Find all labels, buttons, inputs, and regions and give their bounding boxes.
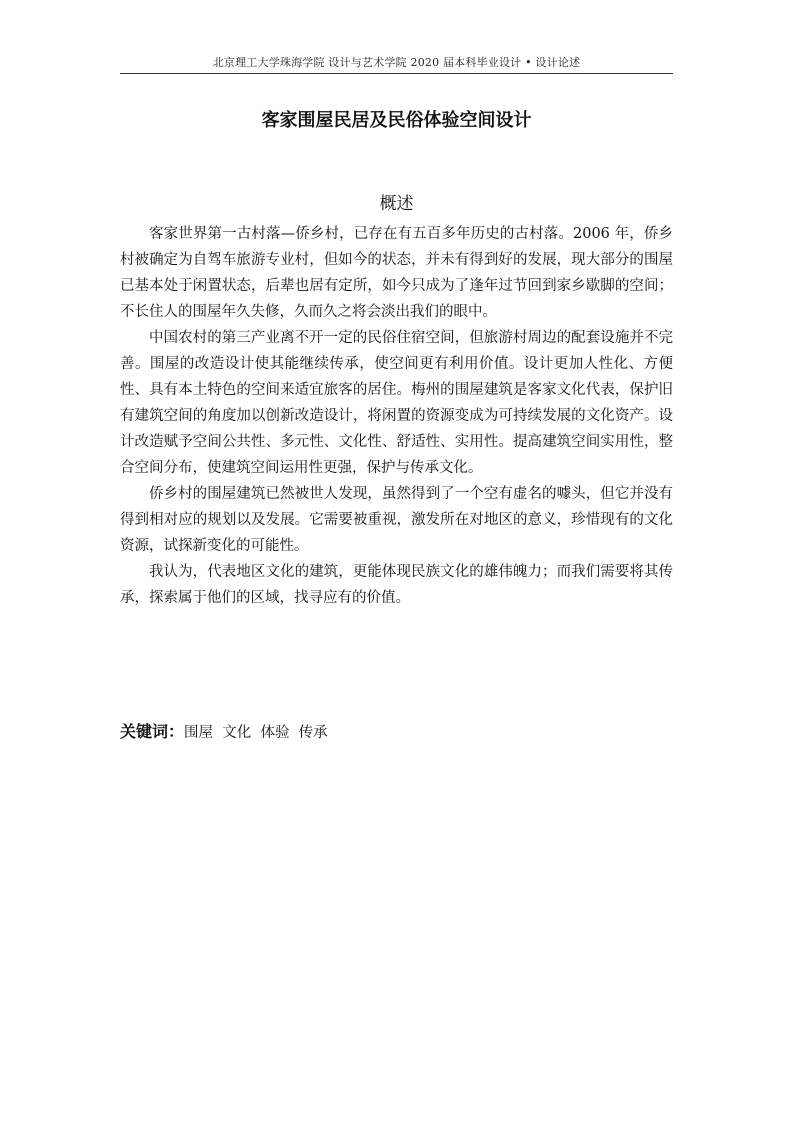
keywords-label: 关键词： xyxy=(120,722,185,741)
abstract-paragraph-2: 中国农村的第三产业离不开一定的民俗住宿空间，但旅游村周边的配套设施并不完善。围屋的改造设计使其能继续传承，使空间更有利用价值。设计更加人性化、方便性、具有本土特色的空间来适宜旅客的居住。梅州的围屋建筑是客家文化代表，保护旧有建筑空间的角度加以创新改造设计，将闲置的资源变成为可持续发展的文化资产。设计改造赋予空间公共性、多元性、文化性、舒适性、实用性。提高建筑空间实用性，整合空间分布，使建筑空间运用性更强，保护与传承文化。 xyxy=(120,330,673,476)
running-header: 北京理工大学珠海学院 设计与艺术学院 2020 届本科毕业设计 • 设计论述 xyxy=(212,56,581,69)
abstract-paragraph-1: 客家世界第一古村落—侨乡村，已存在有五百多年历史的古村落。2006 年，侨乡村被确定为自驾车旅游专业村，但如今的状态，并未有得到好的发展，现大部分的围屋已基本处于闲置状态，后辈也居有定所，如今只成为了逢年过节回到家乡歇脚的空间；不长住人的围屋年久失修，久而久之将会淡出我们的眼中。 xyxy=(120,226,673,320)
header-divider xyxy=(120,73,673,74)
abstract-body xyxy=(120,221,673,611)
keywords-line xyxy=(120,719,673,742)
abstract-paragraph-3: 侨乡村的围屋建筑已然被世人发现，虽然得到了一个空有虚名的噱头，但它并没有得到相对应的规划以及发展。它需要被重视，激发所在对地区的意义，珍惜现有的文化资源，试探新变化的可能性。 xyxy=(120,486,673,554)
document-title: 客家围屋民居及民俗体验空间设计 xyxy=(261,110,532,131)
section-heading: 概述 xyxy=(379,194,414,214)
keywords-value: 围屋 文化 体验 传承 xyxy=(184,725,328,741)
abstract-paragraph-4: 我认为，代表地区文化的建筑，更能体现民族文化的雄伟魄力；而我们需要将其传承，探索属于他们的区域，找寻应有的价值。 xyxy=(120,564,673,606)
